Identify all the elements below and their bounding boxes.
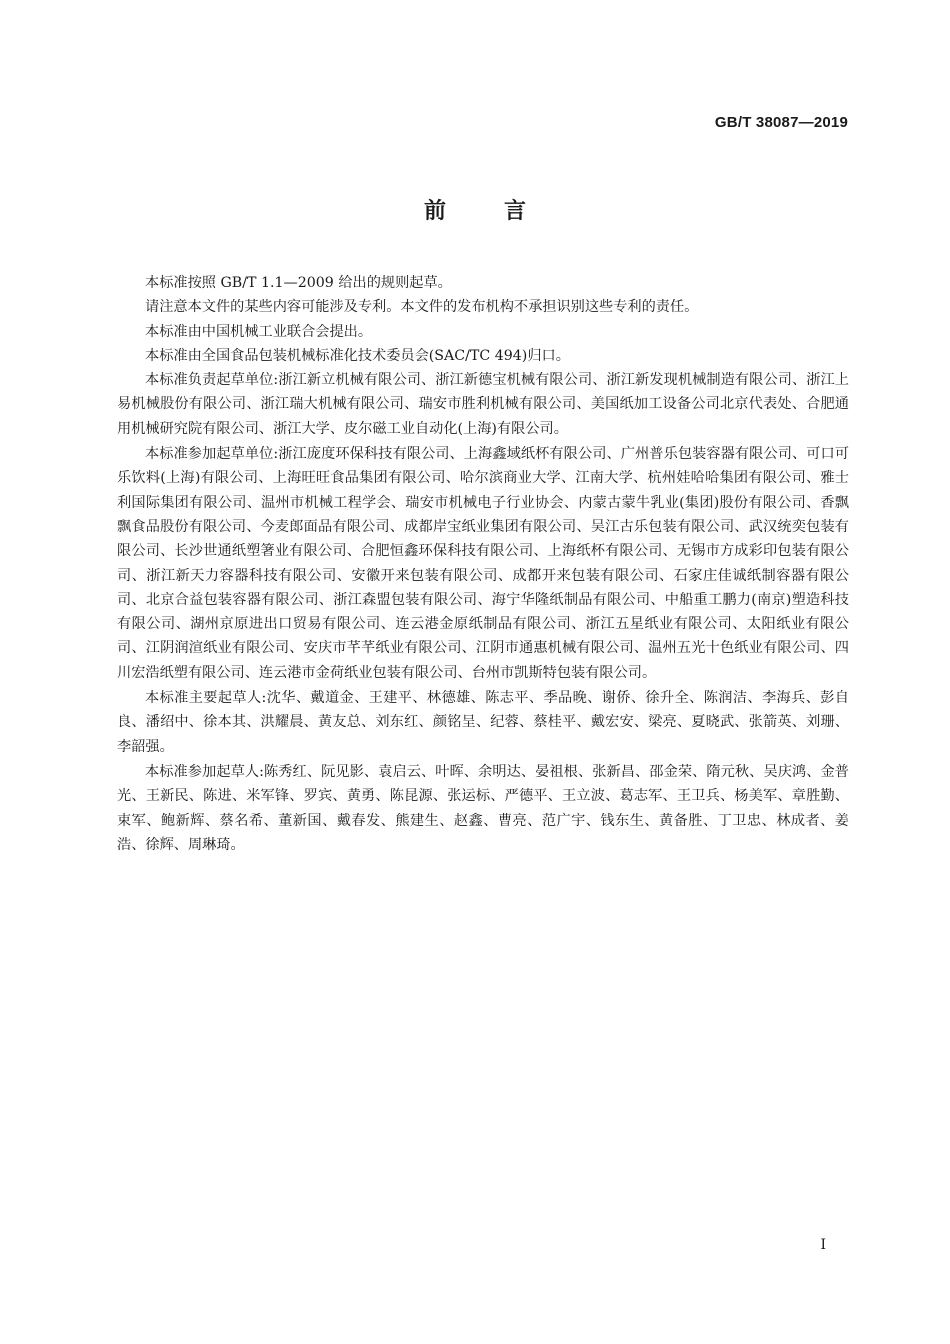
paragraph-main-drafters: 本标准主要起草人:沈华、戴道金、王建平、林德雄、陈志平、季品晚、谢侨、徐升全、陈润洁、李海兵、彭自良、潘绍中、徐本其、洪耀晨、黄友总、刘东红、颜铭呈、纪蓉、蔡桂平、戴宏安、梁亮、夏晓武、张箭英、刘珊、李韶强。: [117, 690, 849, 755]
paragraph-committee: 本标准由全国食品包装机械标准化技术委员会(SAC/TC 494)归口。: [145, 347, 570, 364]
foreword-body: [117, 271, 849, 858]
paragraph-drafting-rules: 本标准按照 GB/T 1.1—2009 给出的规则起草。: [145, 275, 452, 291]
paragraph-participating-units: 本标准参加起草单位:浙江庞度环保科技有限公司、上海鑫域纸杯有限公司、广州普乐包装容器有限公司、可口可乐饮料(上海)有限公司、上海旺旺食品集团有限公司、哈尔滨商业大学、江南大学、杭州娃哈哈集团有限公司、雅士利国际集团有限公司、温州市机械工程学会、瑞安市机械电子行业协会、内蒙古蒙牛乳业(集团)股份有限公司、香飘飘食品股份有限公司、今麦郎面品有限公司、成都岸宝纸业集团有限公司、吴江古乐包装有限公司、武汉统奕包装有限公司、长沙世通纸塑箸业有限公司、合肥恒鑫环保科技有限公司、上海纸杯有限公司、无锡市方成彩印包装有限公司、浙江新天力容器科技有限公司、安徽开来包装有限公司、成都开来包装有限公司、石家庄佳诚纸制容器有限公司、北京合益包装容器有限公司、浙江森盟包装有限公司、海宁华隆纸制品有限公司、中船重工鹏力(南京)塑造科技有限公司、湖州京原进出口贸易有限公司、连云港金原纸制品有限公司、浙江五星纸业有限公司、太阳纸业有限公司、江阴润渲纸业有限公司、安庆市芊芊纸业有限公司、江阴市通惠机械有限公司、温州五光十色纸业有限公司、四川宏浩纸塑有限公司、连云港市金荷纸业包装有限公司、台州市凯斯特包装有限公司。: [117, 446, 849, 681]
page-title: 前言: [423, 199, 584, 224]
paragraph-proposer: 本标准由中国机械工业联合会提出。: [145, 323, 373, 340]
page-number: I: [820, 1237, 826, 1253]
paragraph-patent-notice: 请注意本文件的某些内容可能涉及专利。本文件的发布机构不承担识别这些专利的责任。: [145, 299, 699, 316]
paragraph-participating-drafters: 本标准参加起草人:陈秀红、阮见影、袁启云、叶晖、余明达、晏祖根、张新昌、邵金荣、隋元秋、吴庆鸿、金普光、王新民、陈进、米军锋、罗宾、黄勇、陈昆源、张运标、严德平、王立波、葛志军、王卫兵、杨美军、章胜勤、束军、鲍新辉、蔡名希、董新国、戴春发、熊建生、赵鑫、曹亮、范广宇、钱东生、黄备胜、丁卫忠、林成者、姜浩、徐辉、周琳琦。: [117, 763, 849, 853]
standard-number: GB/T 38087—2019: [714, 114, 848, 131]
paragraph-lead-drafting-units: 本标准负责起草单位:浙江新立机械有限公司、浙江新德宝机械有限公司、浙江新发现机械制造有限公司、浙江上易机械股份有限公司、浙江瑞大机械有限公司、瑞安市胜利机械有限公司、美国纸加工设备公司北京代表处、合肥通用机械研究院有限公司、浙江大学、皮尔磁工业自动化(上海)有限公司。: [117, 372, 849, 437]
